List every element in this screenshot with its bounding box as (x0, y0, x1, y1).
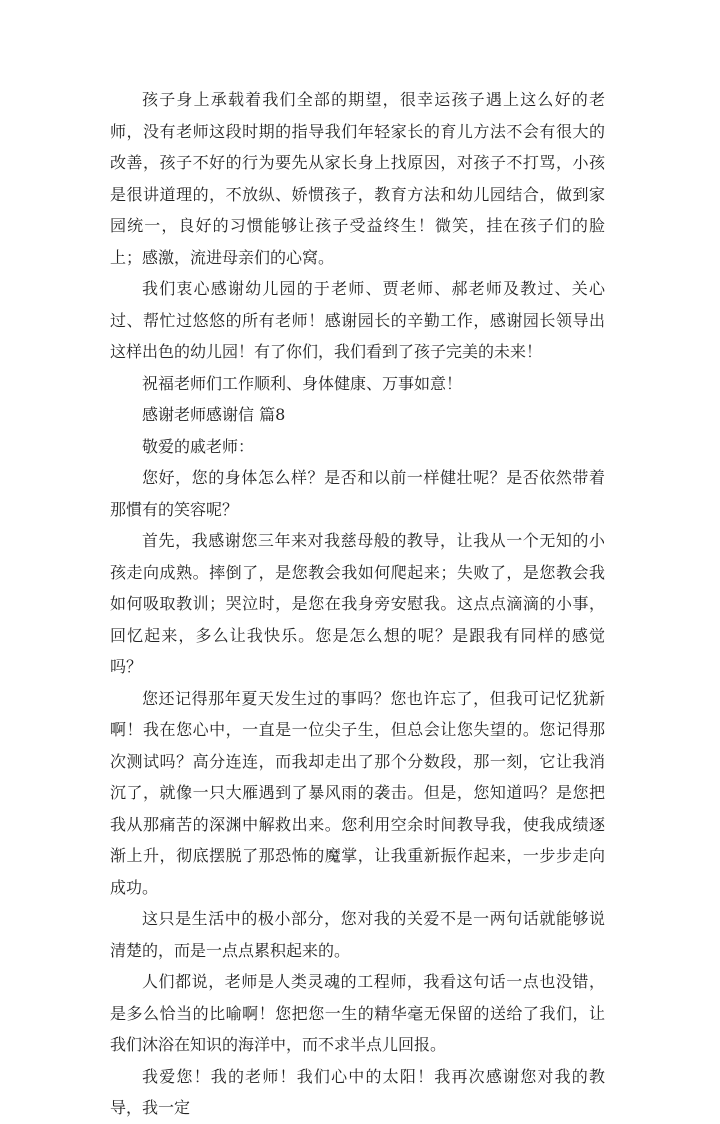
section-title: 感谢老师感谢信 篇8 (142, 405, 286, 424)
paragraph-summer-memory: 您还记得那年夏天发生过的事吗？您也许忘了，但我可记忆犹新啊！我在您心中，一直是一位尖子生，但总会让您失望的。您记得那次测试吗？高分连连，而我却走出了那个分数段，那一刻，它让我消沉了，就像一只大雁遇到了暴风雨的袭击。但是，您知道吗？是您把我从那痛苦的深渊中解救出来。您利用空余时间教导我，使我成绩逐渐上升，彻底摆脱了那恐怖的魔掌，让我重新振作起来，一步步走向成功。 (110, 688, 605, 897)
paragraph-small-part: 这只是生活中的极小部分，您对我的关爱不是一两句话就能够说清楚的，而是一点点累积起来的。 (110, 909, 605, 960)
salutation: 敬爱的戚老师： (142, 436, 255, 456)
paragraph-greeting: 您好，您的身体怎么样？是否和以前一样健壮呢？是否依然带着那慣有的笑容呢？ (110, 468, 605, 519)
paragraph-soul-engineer: 人们都说，老师是人类灵魂的工程师，我看这句话一点也没错，是多么恰当的比喻啊！您把您一生的精华毫无保留的送给了我们，让我们沐浴在知识的海洋中，而不求半点儿回报。 (110, 972, 605, 1054)
document-page (110, 84, 605, 1124)
paragraph-parent-gratitude: 孩子身上承载着我们全部的期望，很幸运孩子遇上这么好的老师，没有老师这段时期的指导我们年轻家长的育儿方法不会有很大的改善，孩子不好的行为要先从家长身上找原因，对孩子不打骂，小孩是很讲道理的，不放纵、娇惯孩子，教育方法和幼儿园结合，做到家园统一，良好的习惯能够让孩子受益终生！微笑，挂在孩子们的脸上；感激，流进母亲们的心窝。 (110, 90, 605, 267)
paragraph-blessing: 祝福老师们工作顺利、身体健康、万事如意！ (142, 373, 463, 393)
paragraph-closing: 我爱您！我的老师！我们心中的太阳！我再次感谢您对我的教导，我一定 (110, 1066, 605, 1117)
paragraph-first-thanks: 首先，我感谢您三年来对我慈母般的教导，让我从一个无知的小孩走向成熟。摔倒了，是您教会我如何爬起来；失败了，是您教会我如何吸取教训；哭泣时，是您在我身旁安慰我。这点点滴滴的小事，回忆起来，多么让我快乐。您是怎么想的呢？是跟我有同样的感觉吗？ (110, 531, 605, 676)
paragraph-thanks-teachers: 我们衷心感谢幼儿园的于老师、贾老师、郝老师及教过、关心过、帮忙过悠悠的所有老师！感谢园长的辛勤工作，感谢园长领导出这样出色的幼儿园！有了你们，我们看到了孩子完美的未来！ (110, 279, 605, 361)
